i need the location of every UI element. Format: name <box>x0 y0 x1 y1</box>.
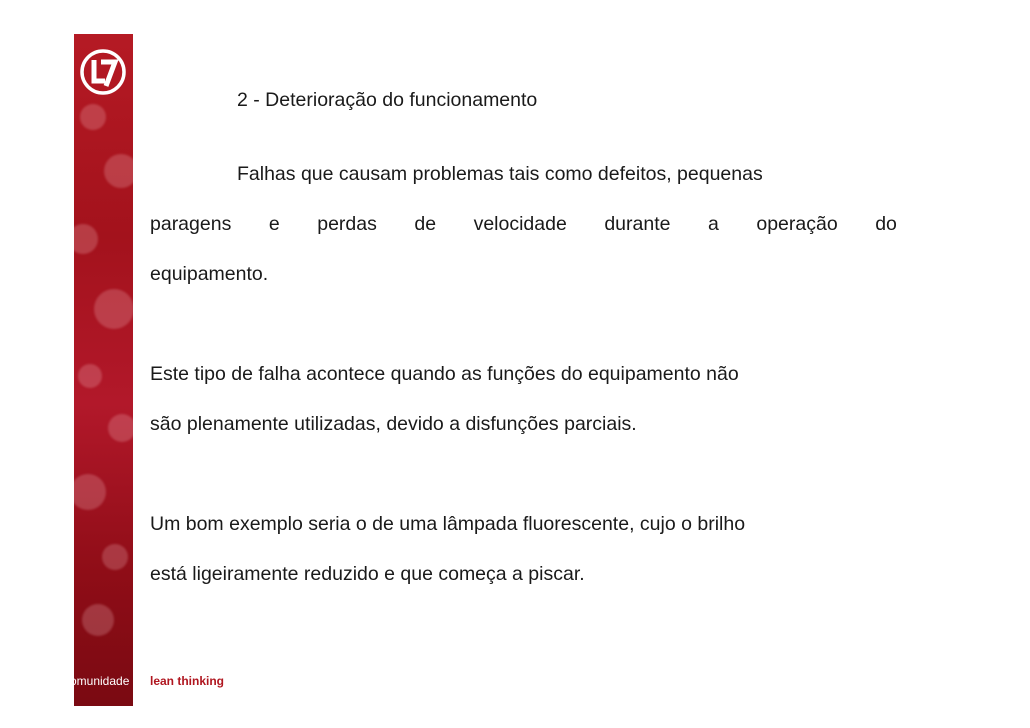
word: operação <box>756 213 838 235</box>
word: de <box>414 213 437 235</box>
bokeh-light <box>108 414 133 442</box>
paragraph-1-line-3: equipamento. <box>150 263 269 285</box>
footer-brand-label: lean thinking <box>150 674 225 688</box>
word: velocidade <box>473 213 567 235</box>
bokeh-light <box>78 364 102 388</box>
paragraph-2-line-1: Este tipo de falha acontece quando as funções do equipamento não <box>150 363 739 385</box>
paragraph-2-line-2: são plenamente utilizadas, devido a disfunções parciais. <box>150 413 637 435</box>
bokeh-light <box>104 154 133 188</box>
bokeh-light <box>82 604 114 636</box>
word: a <box>707 213 719 235</box>
paragraph-3-line-1: Um bom exemplo seria o de uma lâmpada fluorescente, cujo o brilho <box>150 513 746 535</box>
bokeh-light <box>74 474 106 510</box>
paragraph-1-line-1: Falhas que causam problemas tais como defeitos, pequenas <box>237 163 763 185</box>
bokeh-light <box>80 104 106 130</box>
word: do <box>875 213 897 235</box>
word: durante <box>604 213 671 235</box>
word: perdas <box>317 213 377 235</box>
decorative-sidebar <box>74 34 133 706</box>
word: paragens <box>150 213 232 235</box>
lean-thinking-logo-icon <box>79 48 127 96</box>
word: e <box>268 213 280 235</box>
bokeh-light <box>102 544 128 570</box>
bokeh-light <box>94 289 133 329</box>
footer-community-label: comunidade <box>64 674 130 688</box>
paragraph-1-line-2 <box>150 212 897 236</box>
bokeh-light <box>74 224 98 254</box>
section-heading: 2 - Deterioração do funcionamento <box>237 89 538 111</box>
paragraph-3-line-2: está ligeiramente reduzido e que começa a piscar. <box>150 563 585 585</box>
